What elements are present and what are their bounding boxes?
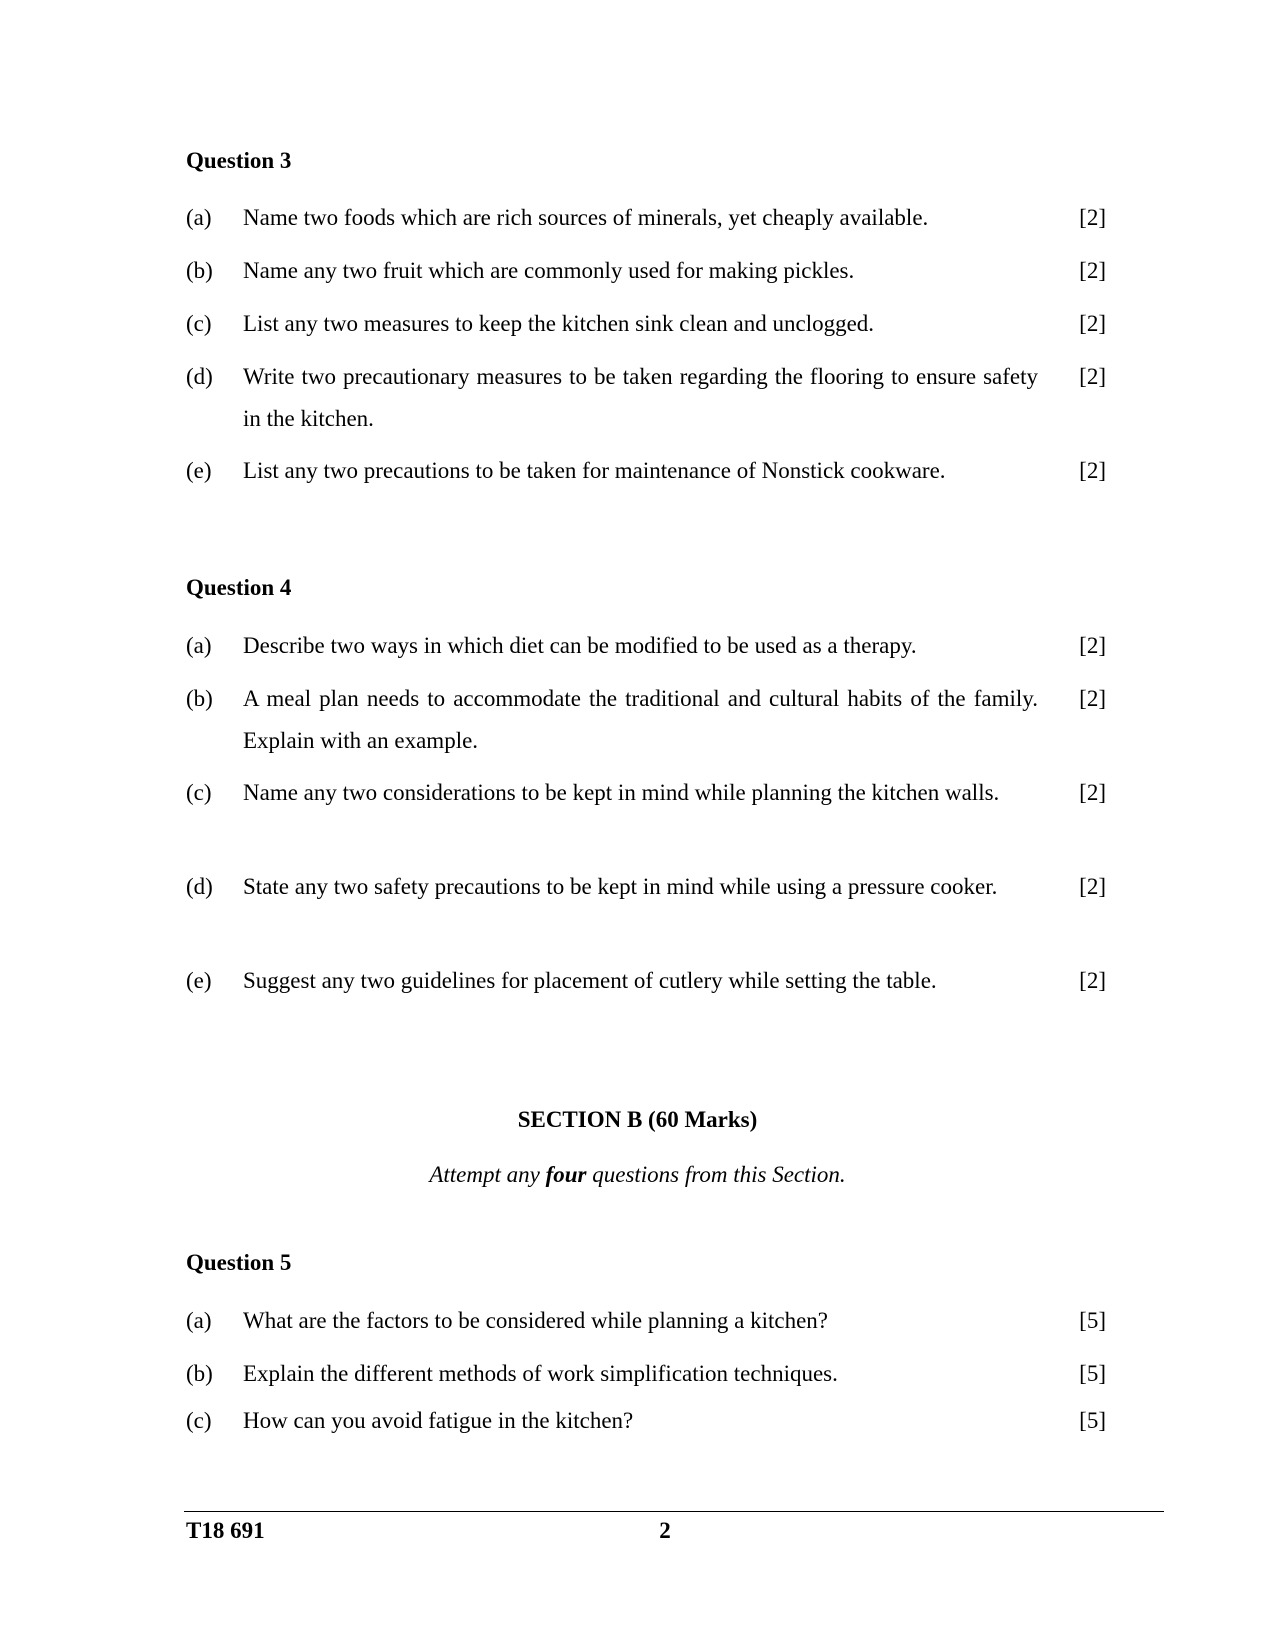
- question-3-title: Question 3: [186, 148, 292, 173]
- section-b-title: SECTION B (60 Marks): [517, 1107, 758, 1132]
- item-text: What are the factors to be considered while planning a kitchen?: [243, 1308, 828, 1333]
- item-label: (b): [186, 686, 213, 711]
- footer-divider: [184, 1511, 1164, 1512]
- item-marks: [5]: [1079, 1308, 1106, 1333]
- item-text: How can you avoid fatigue in the kitchen?: [243, 1408, 634, 1433]
- item-label: (e): [186, 968, 212, 993]
- item-text: Describe two ways in which diet can be modified to be used as a therapy.: [243, 633, 917, 658]
- item-marks: [2]: [1079, 258, 1106, 283]
- instruction-text-start: Attempt any: [429, 1162, 546, 1187]
- item-label: (b): [186, 258, 213, 283]
- item-marks: [5]: [1079, 1361, 1106, 1386]
- item-label: (d): [186, 874, 213, 899]
- item-label: (a): [186, 205, 212, 230]
- item-label: (a): [186, 633, 212, 658]
- item-marks: [2]: [1079, 205, 1106, 230]
- item-marks: [2]: [1079, 686, 1106, 711]
- item-label: (e): [186, 458, 212, 483]
- question-4-title: Question 4: [186, 575, 292, 600]
- item-label: (c): [186, 311, 212, 336]
- item-label: (d): [186, 364, 213, 389]
- item-label: (c): [186, 780, 212, 805]
- section-b-instruction: [0, 1161, 1275, 1189]
- item-marks: [2]: [1079, 780, 1106, 805]
- instruction-text-end: questions from this Section.: [586, 1162, 846, 1187]
- question-5-title: Question 5: [186, 1250, 292, 1275]
- item-label: (c): [186, 1408, 212, 1433]
- item-text: Name two foods which are rich sources of minerals, yet cheaply available.: [243, 205, 929, 230]
- item-label: (a): [186, 1308, 212, 1333]
- item-text: Suggest any two guidelines for placement of cutlery while setting the table.: [243, 968, 937, 993]
- item-text: List any two precautions to be taken for maintenance of Nonstick cookware.: [243, 458, 946, 483]
- instruction-emphasis: four: [545, 1162, 587, 1187]
- item-marks: [2]: [1079, 633, 1106, 658]
- paper-code: T18 691: [186, 1518, 265, 1543]
- page-number: 2: [659, 1518, 671, 1543]
- item-marks: [2]: [1079, 311, 1106, 336]
- item-marks: [2]: [1079, 874, 1106, 899]
- item-marks: [2]: [1079, 968, 1106, 993]
- item-marks: [5]: [1079, 1408, 1106, 1433]
- item-text: Write two precautionary measures to be taken regarding the flooring to ensure safety in the kitchen.: [243, 364, 1038, 431]
- item-text: Explain the different methods of work simplification techniques.: [243, 1361, 838, 1386]
- item-marks: [2]: [1079, 364, 1106, 389]
- item-text: Name any two considerations to be kept in mind while planning the kitchen walls.: [243, 780, 1000, 805]
- item-text: Name any two fruit which are commonly used for making pickles.: [243, 258, 855, 283]
- item-text: A meal plan needs to accommodate the traditional and cultural habits of the family. Explain with an example.: [243, 686, 1038, 753]
- item-text: List any two measures to keep the kitchen sink clean and unclogged.: [243, 311, 875, 336]
- item-text: State any two safety precautions to be kept in mind while using a pressure cooker.: [243, 874, 998, 899]
- item-marks: [2]: [1079, 458, 1106, 483]
- item-label: (b): [186, 1361, 213, 1386]
